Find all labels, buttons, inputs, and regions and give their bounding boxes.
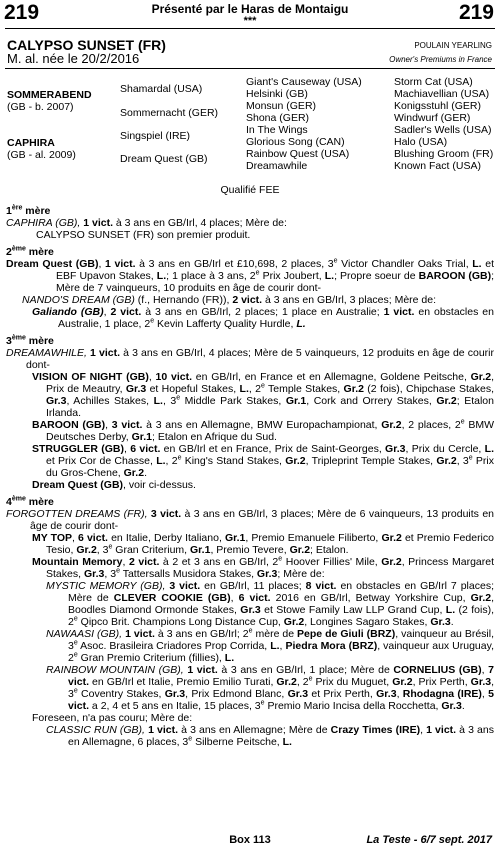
gen4-1: Storm Cat (USA) xyxy=(394,76,473,88)
gen3-8: Dreamawhile xyxy=(246,160,308,172)
section-2-heading: 2ème mère xyxy=(6,245,54,258)
gen2-1: Shamardal (USA) xyxy=(120,83,203,95)
paragraph: NAWAASI (GB), 1 vict. à 3 ans en GB/Irl; 2e mère de Pepe de Giuli (BRZ), vainqueur au Brésil, 3e Asoc. Brasileira Criadores Prop Corrida, L., Piedra Mora (BRZ), vainqueur aux Uruguay, 2e Gran Premio Criterium (fillies), L. xyxy=(46,627,495,664)
paragraph: VISION OF NIGHT (GB), 10 vict. en GB/Irl, en France et en Allemagne, Goldene Peitsche, Gr.2, Prix de Meautry, Gr.3 et Hopeful Stakes, L., 2e Temple Stakes, Gr.2 (2 fois), Chipchase Stakes, Gr.3, Achilles Stakes, L., 3e Middle Park Stakes, Gr.1, Cork and Orrery Stakes, Gr.2; Etalon Irlanda. xyxy=(32,371,494,419)
gen4-4: Windwurf (GER) xyxy=(394,112,471,124)
sire-name: SOMMERABEND xyxy=(7,89,92,101)
top-rule xyxy=(5,28,495,29)
gen4-3: Konigsstuhl (GER) xyxy=(394,100,481,112)
paragraph: MYSTIC MEMORY (GB), 3 vict. en GB/Irl, 11 places; 8 vict. en obstacles en GB/Irl 7 places; Mère de CLEVER COOKIE (GB), 6 vict. 2016 en GB/Irl, Betway Yorkshire Cup, Gr.2, Boodles Diamond Ormonde Stakes, Gr.3 et Stowe Family Law LLP Grand Cup, L. (2 fois), 2e Qipco Brit. Champions Long Distance Cup, Gr.2, Longines Sagaro Stakes, Gr.3. xyxy=(46,580,495,628)
gen4-6: Halo (USA) xyxy=(394,136,448,148)
sale-venue-date: La Teste - 6/7 sept. 2017 xyxy=(366,834,492,846)
paragraph: Foreseen, n'a pas couru; Mère de: xyxy=(32,712,193,724)
presenter-title: Présenté par le Haras de Montaigu xyxy=(151,2,349,16)
dam-info: (GB - al. 2009) xyxy=(7,149,76,161)
gen3-1: Giant's Causeway (USA) xyxy=(246,76,362,88)
box-number: Box 113 xyxy=(229,834,271,846)
gen4-8: Known Fact (USA) xyxy=(394,160,481,172)
gen4-2: Machiavellian (USA) xyxy=(394,88,490,100)
gen4-5: Sadler's Wells (USA) xyxy=(394,124,492,136)
gen3-3: Monsun (GER) xyxy=(246,100,317,112)
gen2-3: Singspiel (IRE) xyxy=(120,130,191,142)
gen3-6: Glorious Song (CAN) xyxy=(246,136,345,148)
gen3-4: Shona (GER) xyxy=(246,112,310,124)
produce-record xyxy=(6,205,494,748)
paragraph: BAROON (GB), 3 vict. à 3 ans en Allemagne, BMW Europachampionat, Gr.2, 2 places, 2e BMW Deutsches Derby, Gr.1; Etalon en Afrique du Sud. xyxy=(32,418,494,443)
paragraph: FORGOTTEN DREAMS (FR), 3 vict. à 3 ans en GB/Irl, 3 places; Mère de 6 vainqueurs, 13 produits en âge de courir dont- xyxy=(6,508,494,532)
paragraph: Dream Quest (GB), voir ci-dessus. xyxy=(32,479,196,491)
horse-name: CALYPSO SUNSET (FR) xyxy=(7,37,166,53)
owners-premium: Owner's Premiums in France xyxy=(389,55,492,64)
gen2-4: Dream Quest (GB) xyxy=(120,153,208,165)
paragraph: MY TOP, 6 vict. en Italie, Derby Italiano, Gr.1, Premio Emanuele Filiberto, Gr.2 et Premio Federico Tesio, Gr.2, 3e Gran Criterium, Gr.1, Premio Tevere, Gr.2; Etalon. xyxy=(32,532,494,556)
paragraph: Mountain Memory, 2 vict. à 2 et 3 ans en GB/Irl, 2e Hoover Fillies' Mile, Gr.2, Princess Margaret Stakes, Gr.3, 3e Tattersalls Musidora Stakes, Gr.3; Mère de: xyxy=(32,555,495,580)
section-4-heading: 4ème mère xyxy=(6,495,54,508)
gen4-7: Blushing Groom (FR) xyxy=(394,148,494,160)
gen2-2: Sommernacht (GER) xyxy=(120,107,219,119)
paragraph: STRUGGLER (GB), 6 vict. en GB/Irl et en France, Prix de Saint-Georges, Gr.3, Prix du Cercle, L. et Prix Cor de Chasse, L., 2e King's Stand Stakes, Gr.2, Tripleprint Temple Stakes, Gr.2, 3e Prix du Gros-Chene, Gr.2. xyxy=(32,443,495,479)
paragraph: CALYPSO SUNSET (FR) son premier produit. xyxy=(36,229,251,241)
section-3-heading: 3ème mère xyxy=(6,334,54,347)
lot-number-right: 219 xyxy=(458,1,494,24)
horse-sex: POULAIN YEARLING xyxy=(414,41,492,50)
paragraph: Dream Quest (GB), 1 vict. à 3 ans en GB/Irl et £10,698, 2 places, 3e Victor Chandler Oaks Trial, L. et EBF Upavon Stakes, L.; 1 place à 3 ans, 2e Prix Joubert, L.; Propre soeur de BAROON (GB); Mère de 7 vainqueurs, 10 produits en âge de courir dont- xyxy=(6,257,495,294)
dam-name: CAPHIRA xyxy=(7,137,55,149)
paragraph: Galiando (GB), 2 vict. à 3 ans en GB/Irl, 2 places; 1 place en Australie; 1 vict. en obstacles en Australie, 1 place, 2e Kevin Lafferty Quality Hurdle, L. xyxy=(32,306,494,330)
paragraph: DREAMAWHILE, 1 vict. à 3 ans en GB/Irl, 4 places; Mère de 5 vainqueurs, 12 produits en âge de courir dont- xyxy=(6,347,494,371)
gen3-7: Rainbow Quest (USA) xyxy=(246,148,350,160)
paragraph: RAINBOW MOUNTAIN (GB), 1 vict. à 3 ans en GB/Irl, 1 place; Mère de CORNELIUS (GB), 7 vict. en GB/Irl et Italie, Premio Emilio Turati, Gr.2, 2e Prix du Muguet, Gr.2, Prix Perth, Gr.3, 3e Coventry Stakes, Gr.3, Prix Edmond Blanc, Gr.3 et Prix Perth, Gr.3, Rhodagna (IRE), 5 vict. a 2, 4 et 5 ans en Italie, 15 places, 3e Premio Mario Incisa della Rocchetta, Gr.3. xyxy=(46,664,495,712)
horse-info: M. al. née le 20/2/2016 xyxy=(7,51,140,66)
paragraph: CLASSIC RUN (GB), 1 vict. à 3 ans en Allemagne; Mère de Crazy Times (IRE), 1 vict. à 3 ans en Allemagne, 6 places, 3e Silberne Peitsche, L. xyxy=(46,724,494,748)
paragraph: NANDO'S DREAM (GB) (f., Hernando (FR)), 2 vict. à 3 ans en GB/Irl, 3 places; Mère de: xyxy=(22,294,437,306)
gen3-2: Helsinki (GB) xyxy=(246,88,308,100)
stars: *** xyxy=(243,15,257,27)
section-1-heading: 1ère mère xyxy=(6,204,51,217)
lot-number: 219 xyxy=(4,1,40,24)
paragraph: CAPHIRA (GB), 1 vict. à 3 ans en GB/Irl, 4 places; Mère de: xyxy=(6,217,287,229)
name-rule xyxy=(5,68,495,69)
gen3-5: In The Wings xyxy=(246,124,308,136)
qualification: Qualifié FEE xyxy=(220,184,280,196)
sire-info: (GB - b. 2007) xyxy=(7,101,74,113)
